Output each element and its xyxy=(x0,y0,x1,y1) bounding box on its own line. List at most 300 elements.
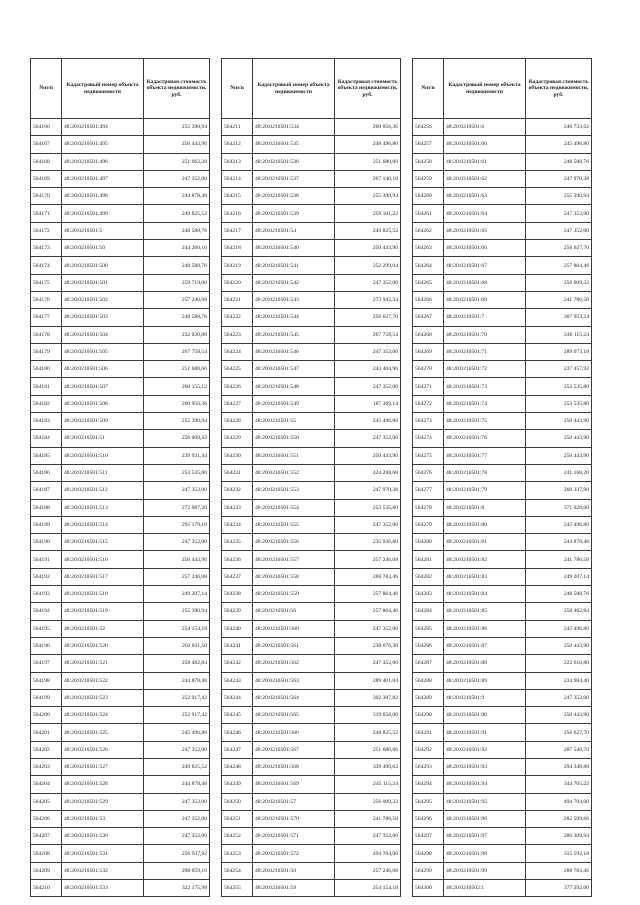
table-row xyxy=(413,741,592,758)
row-number: 564221 xyxy=(222,291,253,308)
table-row xyxy=(222,291,401,308)
row-number: 564225 xyxy=(222,361,253,378)
table-row xyxy=(413,845,592,862)
cadastral-value: 241 786,58 xyxy=(526,551,592,568)
row-number: 564223 xyxy=(222,326,253,343)
cadastral-number: 48:20:0210501:507 xyxy=(62,378,144,395)
row-number: 564174 xyxy=(31,257,62,274)
cadastral-number: 48:20:0210501:543 xyxy=(253,291,335,308)
cadastral-value: 298 059,16 xyxy=(144,862,210,879)
cadastral-value: 247 352,00 xyxy=(526,222,592,239)
cadastral-value: 247 352,00 xyxy=(335,343,401,360)
table-row xyxy=(413,257,592,274)
table-row xyxy=(31,188,210,205)
table-row xyxy=(413,413,592,430)
cadastral-number: 48:20:0210501:91 xyxy=(444,724,526,741)
cadastral-number: 48:20:0210501:534 xyxy=(253,119,335,136)
cadastral-number: 48:20:0210501:90 xyxy=(444,707,526,724)
cadastral-value: 249 825,52 xyxy=(144,758,210,775)
cadastral-number: 48:20:0210501:515 xyxy=(62,534,144,551)
row-number: 564231 xyxy=(222,464,253,481)
cadastral-value: 371 028,00 xyxy=(526,499,592,516)
row-number: 564173 xyxy=(31,240,62,257)
cadastral-number: 48:20:0210501:99 xyxy=(444,862,526,879)
cadastral-value: 245 496,86 xyxy=(526,620,592,637)
table-row xyxy=(31,153,210,170)
cadastral-value: 242 404,96 xyxy=(335,361,401,378)
cadastral-number: 48:20:0210501:83 xyxy=(444,568,526,585)
cadastral-number: 48:20:0210501:54 xyxy=(253,222,335,239)
cadastral-value: 246 115,24 xyxy=(526,326,592,343)
cadastral-number: 48:20:0210501:53 xyxy=(62,810,144,827)
row-number: 564261 xyxy=(413,205,444,222)
cadastral-value: 250 443,90 xyxy=(335,447,401,464)
table-row xyxy=(413,447,592,464)
row-number: 564251 xyxy=(222,810,253,827)
table-row xyxy=(222,655,401,672)
row-number: 564267 xyxy=(413,309,444,326)
row-number: 564204 xyxy=(31,776,62,793)
cadastral-value: 256 627,70 xyxy=(335,309,401,326)
table-row xyxy=(31,793,210,810)
table-row xyxy=(222,810,401,827)
row-number: 564191 xyxy=(31,551,62,568)
cadastral-number: 48:20:0210501:519 xyxy=(62,603,144,620)
cadastral-number: 48:20:0210501:544 xyxy=(253,309,335,326)
table-row xyxy=(222,464,401,481)
cadastral-value: 248 588,76 xyxy=(526,586,592,603)
row-number: 564171 xyxy=(31,205,62,222)
row-number: 564226 xyxy=(222,378,253,395)
table-row xyxy=(413,603,592,620)
cadastral-number: 48:20:0210501:570 xyxy=(253,810,335,827)
cadastral-value: 247 352,00 xyxy=(144,810,210,827)
cadastral-value: 251 680,66 xyxy=(335,153,401,170)
header-cadastral-number: Кадастровый номер объекта недвижимости xyxy=(444,59,526,119)
table-header-row xyxy=(222,59,401,119)
row-number: 564192 xyxy=(31,568,62,585)
row-number: 564207 xyxy=(31,828,62,845)
table-row xyxy=(222,862,401,879)
row-number: 564288 xyxy=(413,672,444,689)
row-number: 564277 xyxy=(413,482,444,499)
row-number: 564198 xyxy=(31,672,62,689)
cadastral-value: 255 390,94 xyxy=(144,119,210,136)
cadastral-number: 48:20:0210501:536 xyxy=(253,153,335,170)
row-number: 564284 xyxy=(413,603,444,620)
header-cadastral-value: Кадастровая стоимость объекта недвижимости, руб. xyxy=(526,59,592,119)
cadastral-number: 48:20:0210501:516 xyxy=(62,551,144,568)
cadastral-value: 319 658,00 xyxy=(335,707,401,724)
cadastral-value: 250 443,90 xyxy=(526,707,592,724)
row-number: 564179 xyxy=(31,343,62,360)
table-row xyxy=(222,516,401,533)
cadastral-number: 48:20:0210501:530 xyxy=(62,828,144,845)
cadastral-number: 48:20:0210501:56 xyxy=(253,603,335,620)
table-row xyxy=(31,586,210,603)
cadastral-number: 48:20:0210501:505 xyxy=(62,343,144,360)
row-number: 564252 xyxy=(222,828,253,845)
row-number: 564213 xyxy=(222,153,253,170)
table-row xyxy=(31,119,210,136)
table-row xyxy=(31,430,210,447)
row-number: 564290 xyxy=(413,707,444,724)
table-row xyxy=(222,482,401,499)
row-number: 564293 xyxy=(413,758,444,775)
cadastral-value: 241 168,20 xyxy=(526,464,592,481)
row-number: 564208 xyxy=(31,845,62,862)
row-number: 564245 xyxy=(222,707,253,724)
row-number: 564209 xyxy=(31,862,62,879)
table-row xyxy=(31,447,210,464)
cadastral-number: 48:20:0210501:527 xyxy=(62,758,144,775)
table-row xyxy=(31,776,210,793)
table-row xyxy=(413,222,592,239)
cadastral-number: 48:20:0210501:545 xyxy=(253,326,335,343)
row-number: 564178 xyxy=(31,326,62,343)
cadastral-value: 238 076,30 xyxy=(335,637,401,654)
cadastral-number: 48:20:0210501:508 xyxy=(62,395,144,412)
row-number: 564286 xyxy=(413,637,444,654)
table-row xyxy=(222,568,401,585)
row-number: 564296 xyxy=(413,810,444,827)
table-row xyxy=(222,793,401,810)
cadastral-value: 249 825,52 xyxy=(144,205,210,222)
table-row xyxy=(413,586,592,603)
cadastral-number: 48:20:0210501:65 xyxy=(444,222,526,239)
cadastral-number: 48:20:0210501:75 xyxy=(444,413,526,430)
row-number: 564181 xyxy=(31,378,62,395)
cadastral-number: 48:20:0210501:98 xyxy=(444,845,526,862)
row-number: 564169 xyxy=(31,170,62,187)
row-number: 564254 xyxy=(222,862,253,879)
table-row xyxy=(31,707,210,724)
table-row xyxy=(413,361,592,378)
table-row xyxy=(31,274,210,291)
row-number: 564274 xyxy=(413,430,444,447)
row-number: 564217 xyxy=(222,222,253,239)
table-row xyxy=(413,291,592,308)
cadastral-value: 244 878,48 xyxy=(144,672,210,689)
cadastral-number: 48:20:0210501:86 xyxy=(444,620,526,637)
cadastral-number: 48:20:0210501:92 xyxy=(444,741,526,758)
cadastral-value: 315 592,18 xyxy=(526,845,592,862)
cadastral-value: 259 101,22 xyxy=(335,205,401,222)
cadastral-number: 48:20:0210501:504 xyxy=(62,326,144,343)
row-number: 564215 xyxy=(222,188,253,205)
table-row xyxy=(222,205,401,222)
cadastral-value: 247 352,00 xyxy=(335,828,401,845)
row-number: 564172 xyxy=(31,222,62,239)
row-number: 564194 xyxy=(31,603,62,620)
cadastral-value: 245 496,86 xyxy=(335,413,401,430)
row-number: 564206 xyxy=(31,810,62,827)
row-number: 564264 xyxy=(413,257,444,274)
row-number: 564237 xyxy=(222,568,253,585)
cadastral-value: 248 588,76 xyxy=(526,153,592,170)
row-number: 564253 xyxy=(222,845,253,862)
cadastral-value: 259 719,60 xyxy=(144,274,210,291)
cadastral-number: 48:20:0210501:5 xyxy=(62,222,144,239)
cadastral-value: 257 246,08 xyxy=(335,862,401,879)
cadastral-value: 288 783,46 xyxy=(526,862,592,879)
table-row xyxy=(413,343,592,360)
cadastral-number: 48:20:0210501:7 xyxy=(444,309,526,326)
table-row xyxy=(222,395,401,412)
cadastral-value: 247 352,00 xyxy=(335,655,401,672)
row-number: 564247 xyxy=(222,741,253,758)
table-row xyxy=(31,689,210,706)
cadastral-value: 260 337,98 xyxy=(526,482,592,499)
table-row xyxy=(31,724,210,741)
table-row xyxy=(222,274,401,291)
table-row xyxy=(31,568,210,585)
cadastral-number: 48:20:0210501:502 xyxy=(62,291,144,308)
table-row xyxy=(222,551,401,568)
cadastral-value: 247 970,38 xyxy=(335,482,401,499)
cadastral-value: 250 443,90 xyxy=(335,240,401,257)
cadastral-value: 257 246,08 xyxy=(144,568,210,585)
row-number: 564210 xyxy=(31,880,62,897)
table-row xyxy=(31,810,210,827)
cadastral-number: 48:20:0210502:1 xyxy=(444,880,526,897)
table-row xyxy=(413,430,592,447)
table-row xyxy=(31,343,210,360)
row-number: 564230 xyxy=(222,447,253,464)
row-number: 564205 xyxy=(31,793,62,810)
cadastral-number: 48:20:0210501:559 xyxy=(253,586,335,603)
cadastral-value: 288 783,46 xyxy=(335,568,401,585)
cadastral-value: 302 387,82 xyxy=(335,689,401,706)
header-num: №п/п xyxy=(31,59,62,119)
table-row xyxy=(413,620,592,637)
row-number: 564291 xyxy=(413,724,444,741)
cadastral-number: 48:20:0210501:557 xyxy=(253,551,335,568)
row-number: 564239 xyxy=(222,603,253,620)
cadastral-number: 48:20:0210501:535 xyxy=(253,136,335,153)
cadastral-number: 48:20:0210501:85 xyxy=(444,603,526,620)
row-number: 564269 xyxy=(413,343,444,360)
row-number: 564196 xyxy=(31,637,62,654)
cadastral-number: 48:20:0210501:512 xyxy=(62,482,144,499)
row-number: 564263 xyxy=(413,240,444,257)
row-number: 564246 xyxy=(222,724,253,741)
cadastral-number: 48:20:0210501:500 xyxy=(62,257,144,274)
row-number: 564279 xyxy=(413,516,444,533)
cadastral-value: 294 348,88 xyxy=(526,758,592,775)
cadastral-number: 48:20:0210501:77 xyxy=(444,447,526,464)
cadastral-value: 267 758,54 xyxy=(144,343,210,360)
cadastral-number: 48:20:0210501:555 xyxy=(253,516,335,533)
cadastral-number: 48:20:0210501:81 xyxy=(444,534,526,551)
table-row xyxy=(222,689,401,706)
row-number: 564240 xyxy=(222,620,253,637)
table-row xyxy=(222,707,401,724)
table-row xyxy=(222,222,401,239)
cadastral-value: 247 352,00 xyxy=(335,378,401,395)
row-number: 564262 xyxy=(413,222,444,239)
cadastral-value: 253 535,80 xyxy=(335,499,401,516)
cadastral-number: 48:20:0210501:58 xyxy=(253,862,335,879)
cadastral-table-3 xyxy=(412,58,592,897)
row-number: 564228 xyxy=(222,413,253,430)
cadastral-value: 250 443,90 xyxy=(526,430,592,447)
header-cadastral-value: Кадастровая стоимость объекта недвижимости, руб. xyxy=(335,59,401,119)
cadastral-value: 245 496,86 xyxy=(144,724,210,741)
cadastral-number: 48:20:0210501:558 xyxy=(253,568,335,585)
row-number: 564270 xyxy=(413,361,444,378)
table-row xyxy=(31,361,210,378)
cadastral-value: 247 352,00 xyxy=(144,828,210,845)
table-row xyxy=(413,776,592,793)
row-number: 564250 xyxy=(222,793,253,810)
cadastral-value: 253 535,80 xyxy=(526,395,592,412)
cadastral-number: 48:20:0210501:495 xyxy=(62,136,144,153)
cadastral-value: 237 457,92 xyxy=(526,361,592,378)
cadastral-value: 344 705,22 xyxy=(526,776,592,793)
row-number: 564182 xyxy=(31,395,62,412)
cadastral-value: 247 352,00 xyxy=(144,741,210,758)
table-header-row xyxy=(413,59,592,119)
row-number: 564297 xyxy=(413,828,444,845)
table-row xyxy=(413,793,592,810)
table-row xyxy=(413,655,592,672)
cadastral-value: 258 482,84 xyxy=(526,603,592,620)
row-number: 564201 xyxy=(31,724,62,741)
table-row xyxy=(222,880,401,897)
cadastral-value: 244 878,48 xyxy=(144,188,210,205)
cadastral-number: 48:20:0210501:537 xyxy=(253,170,335,187)
table-row xyxy=(31,240,210,257)
cadastral-value: 494 704,00 xyxy=(526,793,592,810)
cadastral-value: 260 155,12 xyxy=(144,378,210,395)
table-row xyxy=(413,862,592,879)
cadastral-number: 48:20:0210501:513 xyxy=(62,499,144,516)
table-row xyxy=(31,845,210,862)
table-row xyxy=(222,257,401,274)
table-row xyxy=(222,413,401,430)
cadastral-value: 256 627,70 xyxy=(526,240,592,257)
cadastral-number: 48:20:0210501:79 xyxy=(444,482,526,499)
cadastral-number: 48:20:0210501:550 xyxy=(253,430,335,447)
cadastral-number: 48:20:0210501:6 xyxy=(444,119,526,136)
cadastral-number: 48:20:0210501:568 xyxy=(253,758,335,775)
table-row xyxy=(222,637,401,654)
cadastral-number: 48:20:0210501:520 xyxy=(62,637,144,654)
cadastral-number: 48:20:0210501:503 xyxy=(62,309,144,326)
cadastral-number: 48:20:0210501:80 xyxy=(444,516,526,533)
table-row xyxy=(31,620,210,637)
cadastral-value: 247 352,00 xyxy=(144,793,210,810)
cadastral-number: 48:20:0210501:94 xyxy=(444,776,526,793)
cadastral-value: 282 599,66 xyxy=(526,810,592,827)
row-number: 564175 xyxy=(31,274,62,291)
cadastral-number: 48:20:0210501:59 xyxy=(253,880,335,897)
table-row xyxy=(413,828,592,845)
row-number: 564276 xyxy=(413,464,444,481)
row-number: 564287 xyxy=(413,655,444,672)
cadastral-number: 48:20:0210501:529 xyxy=(62,793,144,810)
cadastral-value: 244 260,10 xyxy=(144,240,210,257)
table-row xyxy=(222,499,401,516)
cadastral-number: 48:20:0210501:60 xyxy=(444,136,526,153)
cadastral-value: 287 546,70 xyxy=(526,741,592,758)
table-row xyxy=(222,170,401,187)
row-number: 564189 xyxy=(31,516,62,533)
cadastral-table-2 xyxy=(221,58,401,897)
cadastral-value: 247 352,00 xyxy=(335,516,401,533)
table-row xyxy=(222,240,401,257)
table-row xyxy=(413,482,592,499)
table-row xyxy=(31,741,210,758)
cadastral-number: 48:20:0210501:562 xyxy=(253,655,335,672)
cadastral-number: 48:20:0210501:523 xyxy=(62,689,144,706)
row-number: 564233 xyxy=(222,499,253,516)
table-row xyxy=(222,586,401,603)
table-row xyxy=(31,603,210,620)
row-number: 564177 xyxy=(31,309,62,326)
cadastral-value: 257 864,46 xyxy=(526,257,592,274)
cadastral-value: 248 496,80 xyxy=(335,136,401,153)
row-number: 564216 xyxy=(222,205,253,222)
row-number: 564234 xyxy=(222,516,253,533)
cadastral-number: 48:20:0210501:95 xyxy=(444,793,526,810)
table-row xyxy=(413,724,592,741)
cadastral-number: 48:20:0210501:69 xyxy=(444,291,526,308)
table-row xyxy=(413,707,592,724)
row-number: 564256 xyxy=(413,119,444,136)
table-row xyxy=(222,430,401,447)
cadastral-value: 241 786,58 xyxy=(335,810,401,827)
table-row xyxy=(222,326,401,343)
table-row xyxy=(222,845,401,862)
table-row xyxy=(413,240,592,257)
cadastral-number: 48:20:0210501:556 xyxy=(253,534,335,551)
cadastral-number: 48:20:0210501:514 xyxy=(62,516,144,533)
table-row xyxy=(222,724,401,741)
table-row xyxy=(222,776,401,793)
row-number: 564190 xyxy=(31,534,62,551)
cadastral-number: 48:20:0210501:571 xyxy=(253,828,335,845)
cadastral-value: 251 062,28 xyxy=(144,153,210,170)
cadastral-value: 253 535,80 xyxy=(144,464,210,481)
cadastral-number: 48:20:0210501:78 xyxy=(444,464,526,481)
cadastral-value: 249 207,14 xyxy=(526,568,592,585)
table-row xyxy=(222,188,401,205)
row-number: 564278 xyxy=(413,499,444,516)
table-row xyxy=(31,551,210,568)
table-row xyxy=(31,534,210,551)
cadastral-number: 48:20:0210501:50 xyxy=(62,240,144,257)
cadastral-value: 235 936,80 xyxy=(335,534,401,551)
row-number: 564167 xyxy=(31,136,62,153)
table-row xyxy=(222,672,401,689)
cadastral-number: 48:20:0210501:548 xyxy=(253,378,335,395)
row-number: 564243 xyxy=(222,672,253,689)
cadastral-number: 48:20:0210501:76 xyxy=(444,430,526,447)
cadastral-value: 289 073,18 xyxy=(526,343,592,360)
cadastral-value: 256 009,32 xyxy=(144,430,210,447)
row-number: 564249 xyxy=(222,776,253,793)
table-row xyxy=(413,395,592,412)
row-number: 564238 xyxy=(222,586,253,603)
cadastral-value: 232 020,88 xyxy=(144,326,210,343)
cadastral-number: 48:20:0210501:525 xyxy=(62,724,144,741)
cadastral-number: 48:20:0210501:66 xyxy=(444,240,526,257)
cadastral-value: 286 309,94 xyxy=(526,828,592,845)
table-row xyxy=(413,205,592,222)
cadastral-value: 187 369,14 xyxy=(335,395,401,412)
